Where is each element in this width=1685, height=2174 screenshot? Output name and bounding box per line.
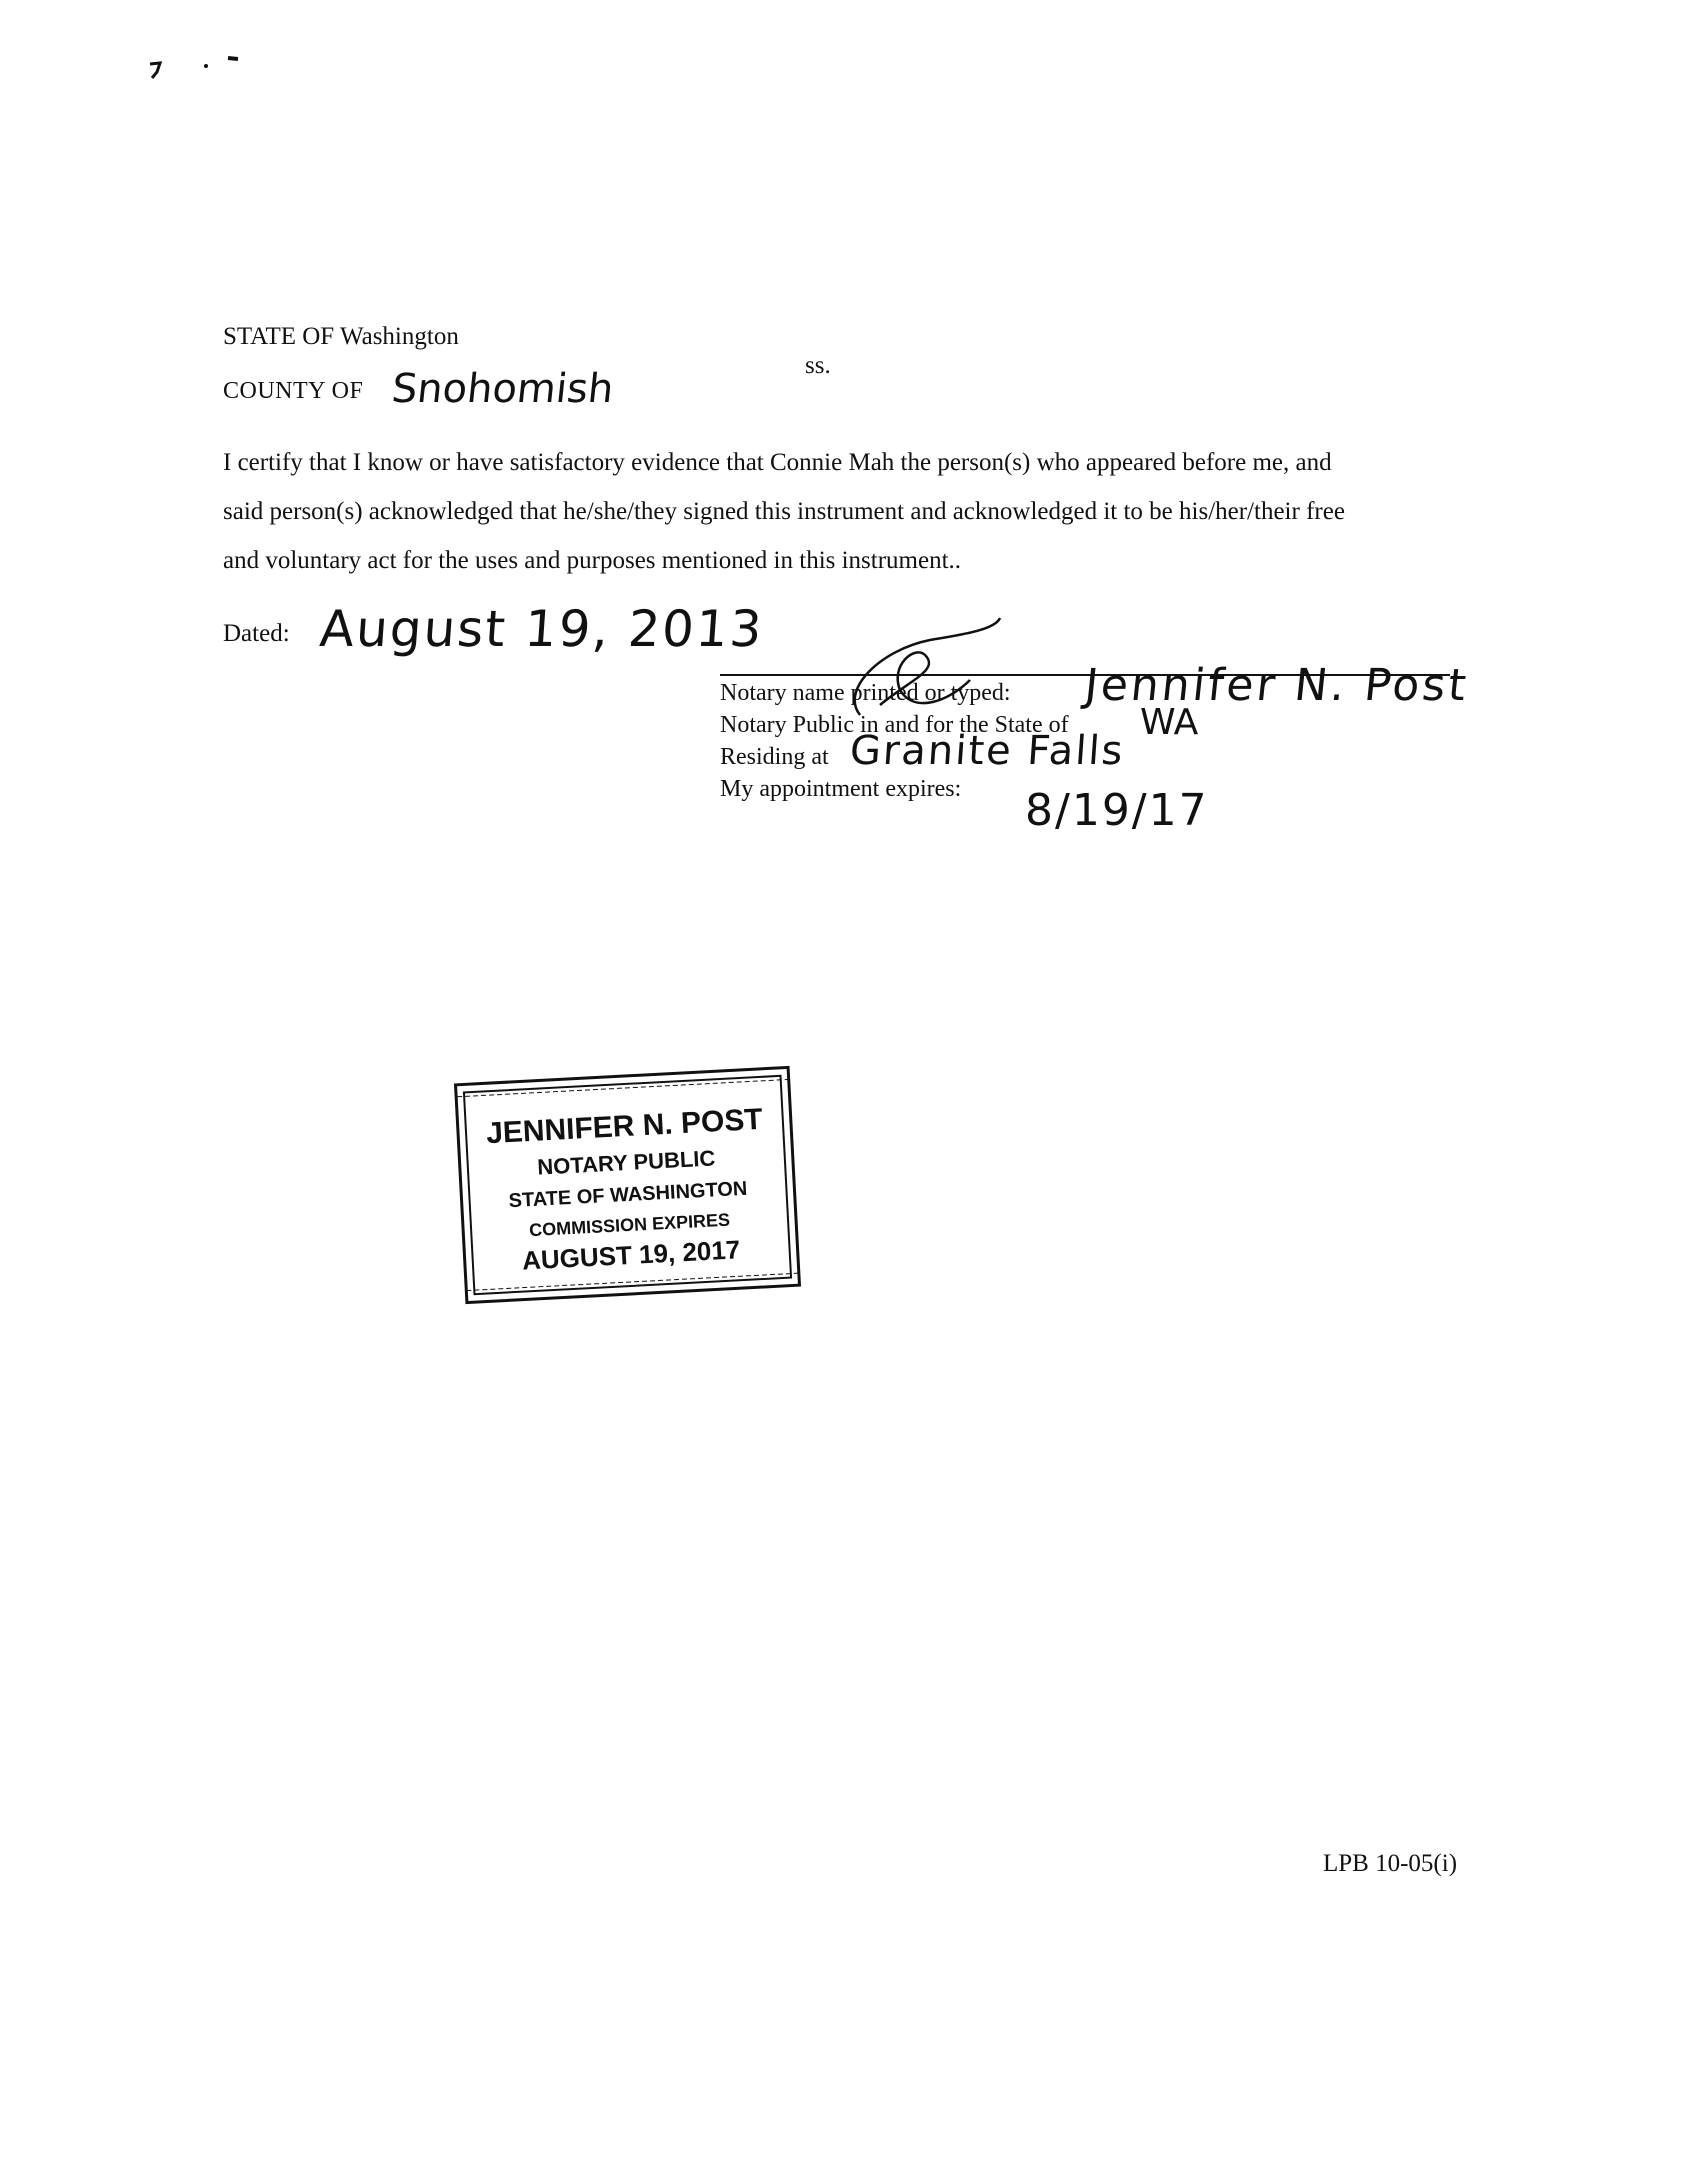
county-handwritten: Snohomish [389,366,616,412]
county-label: COUNTY OF [223,378,364,404]
notary-public-label: Notary Public in and for the State of [720,712,1069,738]
stamp-line-1: JENNIFER N. POST [485,1102,764,1151]
stamp-line-3: STATE OF WASHINGTON [508,1177,748,1213]
certification-line-2: said person(s) acknowledged that he/she/they signed this instrument and acknowledged it to be his/her/their free [223,498,1345,525]
notary-name-handwritten: Jennifer N. Post [1082,660,1472,711]
residing-handwritten: Granite Falls [848,728,1126,774]
stamp-line-5: AUGUST 19, 2017 [521,1234,741,1276]
notary-state-handwritten: WA [1140,702,1199,743]
stamp-line-2: NOTARY PUBLIC [536,1145,716,1180]
state-label: STATE OF Washington [223,323,459,350]
notary-stamp [449,1061,806,1309]
expires-label: My appointment expires: [720,776,962,802]
dated-label: Dated: [223,620,290,647]
stamp-line-4: COMMISSION EXPIRES [528,1209,731,1241]
certification-paragraph [223,438,1483,585]
form-code: LPB 10-05(i) [1323,1850,1458,1877]
certification-line-3: and voluntary act for the uses and purposes mentioned in this instrument.. [223,547,962,574]
expires-handwritten: 8/19/17 [1025,785,1209,836]
scan-speck-mark [140,50,250,90]
ss-label: ss. [805,352,831,379]
notary-name-label: Notary name printed or typed: [720,680,1011,706]
residing-label: Residing at [720,744,829,770]
certification-line-1: I certify that I know or have satisfactory evidence that Connie Mah the person(s) who appeared before me, and [223,449,1332,476]
dated-handwritten: August 19, 2013 [317,600,766,658]
